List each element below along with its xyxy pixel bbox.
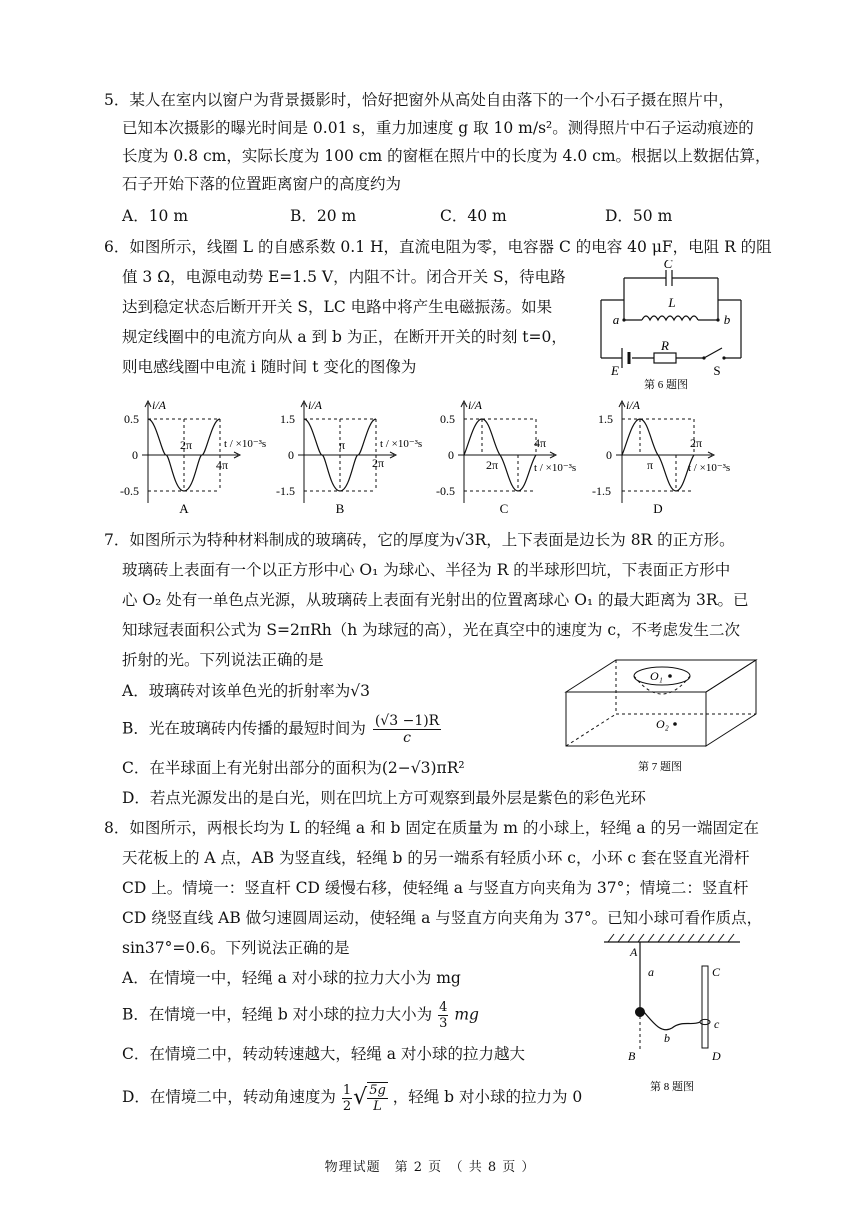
q8-line-3: CD 上。情境一：竖直杆 CD 缓慢右移，使轻绳 a 与竖直方向夹角为 37°；情境二：竖直杆 [122,879,749,897]
q8-option-d-tail: ，轻绳 b 对小球的拉力为 0 [392,1088,583,1106]
q8-label-rope-a: a [648,965,654,979]
graph-a-yaxis: i/A [152,398,166,412]
graph-d-t1: π [646,458,654,472]
q8-d-half-num: 1 [342,1082,352,1098]
q8-label-ring-c: c [714,1017,720,1031]
circuit-label-b: b [723,312,731,327]
q6-graph-d [588,395,758,519]
q7-line-2: 玻璃砖上表面有一个以正方形中心 O₁ 为球心、半径为 R 的半球形凹坑，下表面正方形中 [122,561,731,579]
graph-b-ybot: -1.5 [276,484,295,498]
q8-option-b-unit: mg [454,1005,479,1024]
graph-c-t1: 2π [485,458,499,472]
q7-label-o1: O₁ [650,669,663,683]
q5-option-d: D．50 m [605,207,673,225]
q7-option-d: D．若点光源发出的是白光，则在凹坑上方可观察到最外层是紫色的彩色光环 [122,789,646,807]
q8-rope-rod-figure [600,930,750,1100]
q8-option-b-fraction [438,1000,448,1031]
q7-b-denominator: c [403,730,411,746]
q8-option-b [122,1000,479,1031]
q7-label-o2: O₂ [656,717,669,731]
graph-c-ybot: -0.5 [436,484,455,498]
graph-a-ytop: 0.5 [124,412,139,426]
graph-a-xaxis: t / ×10⁻³s [224,438,267,450]
q7-figure-caption: 第 7 题图 [638,761,682,773]
circuit-label-s: S [713,363,721,378]
q8-d-radicand [367,1082,388,1114]
circuit-label-l: L [668,295,676,310]
q5-line-4: 石子开始下落的位置距离窗户的高度约为 [122,175,402,193]
graph-d-ytop: 1.5 [598,412,613,426]
q7-option-c: C．在半球面上有光射出部分的面积为(2−√3)πR² [122,759,465,777]
q8-b-denominator: 3 [439,1016,448,1031]
circuit-label-e: E [611,363,619,378]
graph-b-ytop: 1.5 [280,412,295,426]
q5-option-c: C．40 m [440,207,507,225]
q8-label-d-point: D [712,1049,721,1063]
graph-a-ybot: -0.5 [120,484,139,498]
q5-option-a: A．10 m [122,207,189,225]
q8-label-a-point: A [630,945,638,959]
q6-figure-caption: 第 6 题图 [644,379,688,391]
graph-d-xaxis: t / ×10⁻³s [688,462,731,474]
q5-line-1: 5．某人在室内以窗户为背景摄影时，恰好把窗外从高处自由落下的一个小石子摄在照片中， [104,91,734,109]
graph-b-xaxis: t / ×10⁻³s [380,438,423,450]
q8-option-c: C．在情境二中，转动转速越大，轻绳 a 对小球的拉力越大 [122,1045,525,1063]
graph-c-t2: 4π [533,436,547,450]
graph-d-ybot: -1.5 [592,484,611,498]
q8-label-c-point: C [712,965,721,979]
q7-line-5: 折射的光。下列说法正确的是 [122,651,324,669]
q8-line-4: CD 绕竖直线 AB 做匀速圆周运动，使轻绳 a 与竖直方向夹角为 37°。已知小球可看作质点， [122,909,763,927]
graph-a-t1: 2π [179,438,193,452]
q8-option-a: A．在情境一中，轻绳 a 对小球的拉力大小为 mg [122,969,461,987]
graph-c-label: C [499,501,509,516]
graph-a-label: A [179,501,189,516]
graph-a-zero: 0 [132,448,138,462]
graph-b-label: B [335,501,345,516]
graph-b-yaxis: i/A [308,398,322,412]
q8-line-2: 天花板上的 A 点，AB 为竖直线，轻绳 b 的另一端系有轻质小环 c，小环 c 套在竖直光滑杆 [122,849,750,867]
q8-line-1: 8．如图所示，两根长均为 L 的轻绳 a 和 b 固定在质量为 m 的小球上，轻绳 a 的另一端固定在 [104,819,760,837]
graph-c-xaxis: t / ×10⁻³s [534,462,577,474]
q6-line-5: 则电感线圈中电流 i 随时间 t 变化的图像为 [122,358,417,376]
q8-option-d [122,1082,582,1114]
q8-d-rad-den: L [373,1099,382,1114]
q8-d-half-den: 2 [342,1098,352,1114]
q8-d-half [342,1083,352,1114]
graph-c-ytop: 0.5 [440,412,455,426]
graph-b-t2: 2π [371,456,385,470]
q8-d-rad-num: 5g [369,1083,386,1098]
q7-line-3: 心 O₂ 处有一单色点光源，从玻璃砖上表面有光射出的位置离球心 O₁ 的最大距离为 3R。已 [122,591,749,609]
q5-option-b: B．20 m [290,207,357,225]
graph-b-t1: π [338,438,346,452]
graph-c-yaxis: i/A [468,398,482,412]
circuit-label-r: R [661,338,669,353]
graph-d-yaxis: i/A [626,398,640,412]
q6-circuit-diagram [596,260,756,395]
q7-option-b-text: B．光在玻璃砖内传播的最短时间为 [122,719,366,738]
circuit-label-a: a [612,312,620,327]
q7-line-1: 7．如图所示为特种材料制成的玻璃砖，它的厚度为√3R，上下表面是边长为 8R 的正方形。 [104,531,735,549]
q7-option-a: A．玻璃砖对该单色光的折射率为√3 [122,682,370,700]
q8-option-b-text: B．在情境一中，轻绳 b 对小球的拉力大小为 [122,1005,433,1024]
q6-graph-c [432,395,592,519]
page-footer: 物理试题 第 2 页 （ 共 8 页 ） [324,1160,536,1175]
q8-line-5: sin37°=0.6。下列说法正确的是 [122,939,350,957]
q6-line-2: 值 3 Ω，电源电动势 E=1.5 V，内阻不计。闭合开关 S，待电路 [122,268,566,286]
sqrt-icon: √ [353,1085,368,1110]
circuit-label-c: C [663,260,673,271]
graph-d-label: D [653,501,663,516]
q6-graph-b [272,395,432,519]
q7-b-numerator: (√3 −1)R [374,713,440,729]
q8-figure-caption: 第 8 题图 [650,1081,694,1093]
q6-line-1: 6．如图所示，线圈 L 的自感系数 0.1 H，直流电阻为零，电容器 C 的电容 40 μF，电阻 R 的阻 [104,238,772,256]
q7-glass-brick-figure [560,656,760,778]
graph-d-zero: 0 [606,448,612,462]
graph-a-t2: 4π [215,458,229,472]
graph-d-t2: 2π [689,436,703,450]
q7-option-b-fraction [373,713,441,746]
q8-b-numerator: 4 [439,1000,448,1015]
graph-b-zero: 0 [288,448,294,462]
q6-line-3: 达到稳定状态后断开开关 S，LC 电路中将产生电磁振荡。如果 [122,298,553,316]
q8-label-rope-b: b [664,1031,670,1045]
q6-graph-a [112,395,272,519]
q7-line-4: 知球冠表面积公式为 S=2πRh（h 为球冠的高），光在真空中的速度为 c，不考虑发生二次 [122,621,741,639]
q6-line-4: 规定线圈中的电流方向从 a 到 b 为正，在断开开关的时刻 t=0， [122,328,567,346]
graph-c-zero: 0 [448,448,454,462]
q5-line-2: 已知本次摄影的曝光时间是 0.01 s，重力加速度 g 取 10 m/s²。测得照片中石子运动痕迹的 [122,119,754,137]
q8-label-b-point: B [628,1049,636,1063]
q5-line-3: 长度为 0.8 cm，实际长度为 100 cm 的窗框在照片中的长度为 4.0 cm。根据以上数据估算， [122,147,771,165]
q7-option-b [122,713,441,746]
q8-option-d-text: D．在情境二中，转动角速度为 [122,1088,336,1106]
